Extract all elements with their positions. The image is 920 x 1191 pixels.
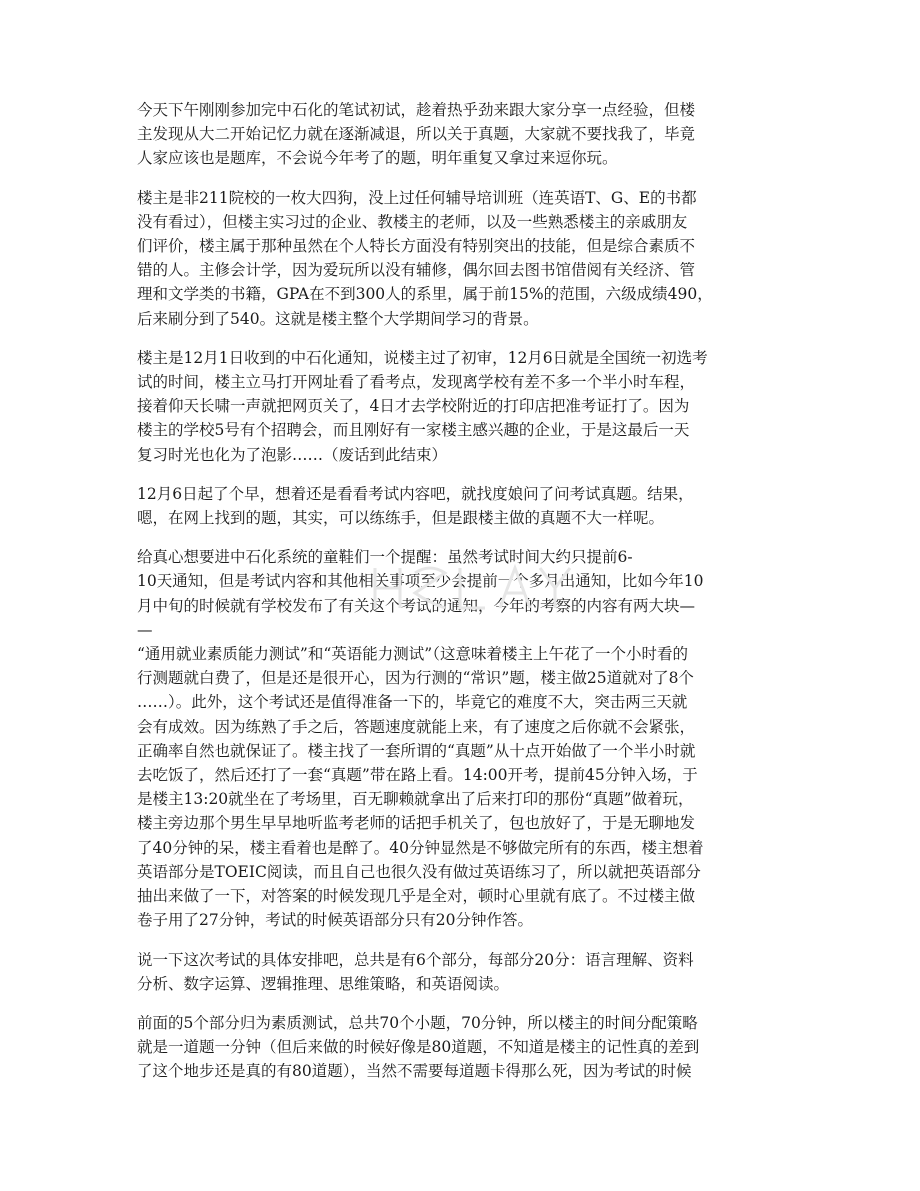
paragraph-exam-structure: 说一下这次考试的具体安排吧，总共是有6个部分，每部分20分：语言理解、资料 分析、数字运算、逻辑推理、思维策略，和英语阅读。 xyxy=(137,950,694,993)
paragraph-time-strategy: 前面的5个部分归为素质测试，总共70个小题，70分钟，所以楼主的时间分配策略 就是一道题一分钟（但后来做的时候好像是80道题，不知道是楼主的记性真的差到 了这个地步还是真的有80道题），当然不需要每道题卡得那么死，因为考试的时候 xyxy=(137,1013,700,1081)
paragraph-reminder: 给真心想要进中石化系统的童鞋们一个提醒：虽然考试时间大约只提前6- 10天通知，但是考试内容和其他相关事项至少会提前一个多月出通知，比如今年10 月中旬的时候就有学校发布了有关这个考试的通知，今年的考察的内容有两大块— — “通用就业素质能力测试”和“英语能力测试”（这意味着楼主上午花了一个小时看的 行测题就白费了，但是还是很开心，因为行测的“常识”题，楼主做25道就对了8个 ……）。此外，这个考试还是值得准备一下的，毕竟它的难度不大，突击两三天就 会有成效。因为练熟了手之后，答题速度就能上来，有了速度之后你就不会紧张， 正确率自然也就保证了。楼主找了一套所谓的“真题”从十点开始做了一个半小时就 去吃饭了，然后还打了一套“真题”带在路上看。14:00开考，提前45分钟入场，于 是楼主13:20就坐在了考场里，百无聊赖就拿出了后来打印的那份“真题”做着玩， 楼主旁边那个男生早早地听监考老师的话把手机关了，包也放好了，于是无聊地发 了40分钟的呆，楼主看着也是醉了。40分钟显然是不够做完所有的东西，楼主想着 英语部分是TOEIC阅读，而且自己也很久没有做过英语练习了，所以就把英语部分 抽出来做了一下，对答案的时候发现几乎是全对，顿时心里就有底了。不过楼主做 卷子用了27分钟，考试的时候英语部分只有20分钟作答。 xyxy=(137,548,704,930)
paragraph-background: 楼主是非211院校的一枚大四狗，没上过任何辅导培训班（连英语T、G、E的书都 没有看过），但楼主实习过的企业、教楼主的老师，以及一些熟悉楼主的亲戚朋友 们评价，楼主属于那种虽然在个人特长方面没有特别突出的技能，但是综合素质不 错的人。主修会计学，因为爱玩所以没有辅修，偶尔回去图书馆借阅有关经济、管 理和文学类的书籍，GPA在不到300人的系里，属于前15%的范围，六级成绩490， 后来刷分到了540。这就是楼主整个大学期间学习的背景。 xyxy=(137,188,713,328)
paragraph-intro: 今天下午刚刚参加完中石化的笔试初试，趁着热乎劲来跟大家分享一点经验，但楼 主发现从大二开始记忆力就在逐渐减退，所以关于真题，大家就不要找我了，毕竟 人家应该也是题库，不会说今年考了的题，明年重复又拿过来逗你玩。 xyxy=(137,101,696,168)
document-body xyxy=(137,98,784,1099)
paragraph-notice: 楼主是12月1日收到的中石化通知，说楼主过了初审，12月6日就是全国统一初选考 试的时间，楼主立马打开网址看了看考点，发现离学校有差不多一个半小时车程， 接着仰天长啸一声就把网页关了，4日才去学校附近的打印店把准考证打了。因为 楼主的学校5号有个招聘会，而且刚好有一家楼主感兴趣的企业，于是这最后一天 复习时光也化为了泡影……（废话到此结束） xyxy=(137,348,708,464)
paragraph-exam-day: 12月6日起了个早，想着还是看看考试内容吧，就找度娘问了问考试真题。结果， 嗯，在网上找到的题，其实，可以练练手，但是跟楼主做的真题不大一样呢。 xyxy=(137,484,694,528)
